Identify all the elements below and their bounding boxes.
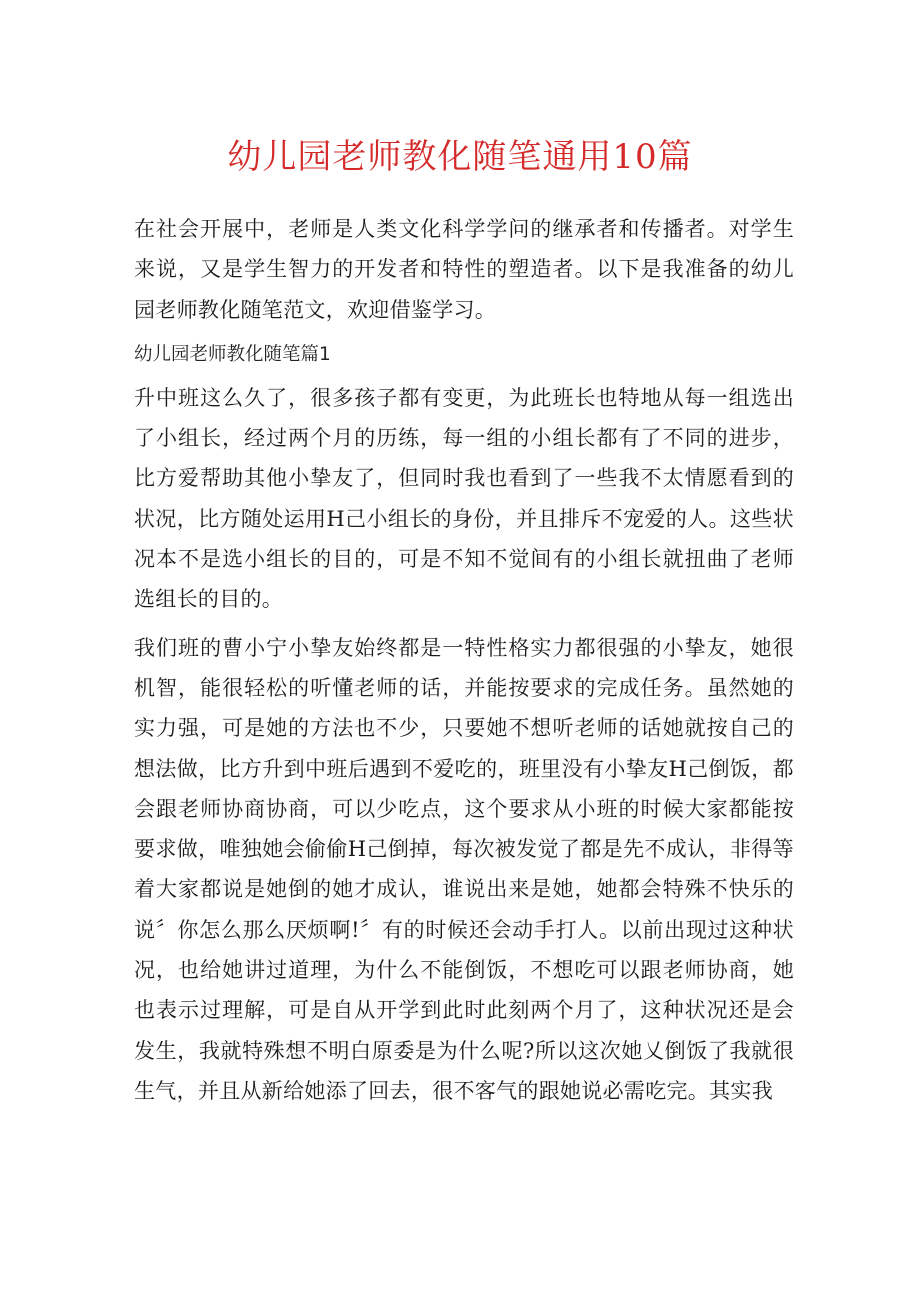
intro-paragraph: 在社会开展中，老师是人类文化科学学问的继承者和传播者。对学生来说，又是学生智力的开发者和特性的塑造者。以下是我准备的幼儿园老师教化随笔范文，欢迎借鉴学习。: [134, 217, 794, 322]
body-paragraph-2: 我们班的曹小宁小挚友始终都是一特性格实力都很强的小挚友，她很机智，能很轻松的听懂老师的话，并能按要求的完成任务。虽然她的实力强，可是她的方法也不少，只要她不想听老师的话她就按自己的想法做，比方升到中班后遇到不爱吃的，班里没有小挚友H己倒饭，都会跟老师协商协商，可以少吃点，这个要求从小班的时候大家都能按要求做，唯独她会偷偷H己倒掉，每次被发觉了都是先不成认，非得等着大家都说是她倒的她才成认，谁说出来是她，她都会特殊不快乐的说〞你怎么那么厌烦啊!〞有的时候还会动手打人。以前出现过这种状况，也给她讲过道理，为什么不能倒饭，不想吃可以跟老师协商，她也表示过理解，可是自从开学到此时此刻两个月了，这种状况还是会发生，我就特殊想不明白原委是为什么呢?所以这次她乂倒饭了我就很生气，并且从新给她添了回去，很不客气的跟她说必需吃完。其实我: [134, 635, 794, 1103]
body-paragraph-1: 升中班这么久了，很多孩子都有变更，为此班长也特地从每一组选出了小组长，经过两个月的历练，每一组的小组长都有了不同的进步，比方爱帮助其他小挚友了，但同时我也看到了一些我不太情愿看到的状况，比方随处运用H己小组长的身份，并且排斥不宠爱的人。这些状况本不是选小组长的目的，可是不知不觉间有的小组长就扭曲了老师选组长的目的。: [134, 385, 794, 612]
section-heading: 幼儿园老师教化随笔篇1: [134, 343, 331, 365]
document-body: [134, 209, 794, 1119]
document-title: 幼儿园老师教化随笔通用10篇: [227, 137, 693, 177]
